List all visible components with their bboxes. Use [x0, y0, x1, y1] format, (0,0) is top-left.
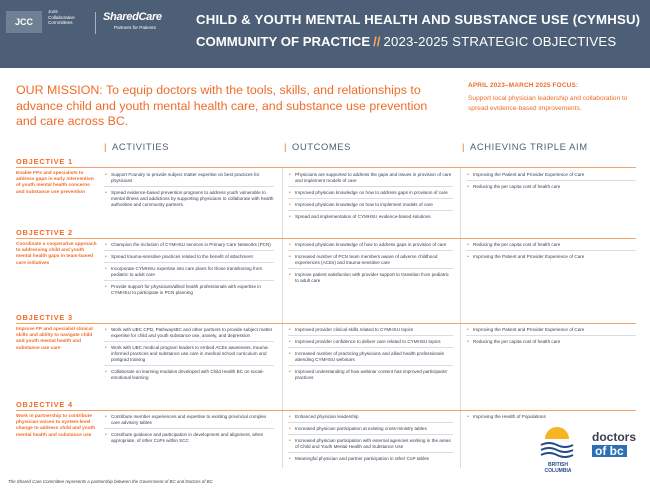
header-banner	[0, 0, 650, 68]
column-header-activities: | ACTIVITIES	[104, 141, 170, 152]
objective-4-activities	[104, 414, 274, 449]
list-item: • Support Foundry to provide subject matter expertise on best practices for physicians	[104, 172, 274, 187]
list-item: • Increased physician participation at existing cross-ministry tables	[288, 426, 453, 435]
objective-3-title: OBJECTIVE 3	[16, 313, 73, 322]
list-item: • Improving the Patient and Provider Experience of Care	[466, 172, 636, 181]
list-item: • Enhanced physician leadership	[288, 414, 453, 423]
subtitle-years: 2023-2025 STRATEGIC OBJECTIVES	[383, 34, 617, 49]
list-item: • Provide support for physicians/allied health professionals with expertise in CYMHSU to participate in PCN planning	[104, 284, 274, 298]
list-item: • Improved understanding of how webinar content has improved participants' practices	[288, 369, 453, 383]
page-title: CHILD & YOUTH MENTAL HEALTH AND SUBSTANCE USE (CYMHSU)	[196, 12, 641, 27]
objective-3-activities	[104, 327, 274, 386]
list-item: • Increased number of PCN team members aware of adverse childhood experiences (ACEs) and trauma-sensitive care	[288, 254, 453, 269]
list-item: • Improved physician knowledge of how to address gaps in provision of care	[288, 242, 453, 251]
list-item: • Contribute guidance and participation in development and alignment, when appropriate, of other CoPs within SCC	[104, 432, 274, 446]
objective-3-aims	[466, 327, 636, 350]
column-divider	[282, 168, 283, 468]
list-item: • Improved physician knowledge on how to address gaps in provision of care	[288, 190, 453, 199]
column-label: ACHIEVING TRIPLE AIM	[470, 141, 588, 152]
column-divider	[460, 168, 461, 468]
list-item: • Increased number of practicing physicians and allied health professionals attending CYMHSU webinars	[288, 351, 453, 366]
objective-4-title: OBJECTIVE 4	[16, 400, 73, 409]
objective-1-description: Enable FPs and specialists to address gaps in early intervention of youth mental health concerns and substance use prevention	[16, 171, 94, 195]
list-item: • Contribute member experiences and expertise to existing provincial complex care advisory tables	[104, 414, 274, 429]
shared-care-tagline: Partners for Patients	[114, 25, 156, 30]
jcc-sub-line: Collaborative	[48, 14, 75, 20]
dob-line-2: of bc	[592, 445, 627, 457]
list-item: • Reducing the per capita cost of health care	[466, 184, 636, 192]
dob-line-1: doctors	[592, 430, 637, 444]
footer-note: The Shared Care Committee represents a partnership between the Government of BC and Doctors of BC	[8, 479, 213, 484]
list-item: • Reducing the per capita cost of health care	[466, 339, 636, 347]
list-item: • Increased physician participation with external agencies working in the areas of Child and Youth Mental Health and Substance Use	[288, 438, 453, 453]
page-subtitle	[196, 34, 616, 49]
list-item: • Champion the inclusion of CYMHSU services in Primary Care Networks (PCN)	[104, 242, 274, 251]
subtitle-separator: //	[373, 34, 381, 49]
objective-3-outcomes	[288, 327, 453, 386]
list-item: • Physicians are supported to address the gaps and issues in provision of care and implement models of care	[288, 172, 453, 187]
mission-statement: OUR MISSION: To equip doctors with the tools, skills, and relationships to advance child and youth mental health care, and substance use prevention and care across BC.	[16, 83, 428, 129]
objective-divider	[16, 410, 636, 411]
objective-1-aims	[466, 172, 636, 195]
list-item: • Improve patient satisfaction with provider support to transition from pediatric to adult care	[288, 272, 453, 286]
list-item: • Spread trauma-sensitive practices related to the benefit of attachment	[104, 254, 274, 263]
objective-1-activities	[104, 172, 274, 213]
column-header-outcomes: | OUTCOMES	[284, 141, 352, 152]
jcc-sub-line: Joint	[48, 9, 58, 14]
objective-1-title: OBJECTIVE 1	[16, 157, 73, 166]
list-item: • Reducing the per capita cost of health care	[466, 242, 636, 251]
objective-divider	[16, 323, 636, 324]
objective-divider	[16, 238, 636, 239]
column-label: OUTCOMES	[292, 141, 352, 152]
list-item: • Collaborate on learning modules developed with Child Health BC on social-emotional learning	[104, 369, 274, 383]
bc-logo-text: BRITISH COLUMBIA	[544, 462, 572, 474]
list-item: • Improving the Patient and Provider Experience of Care	[466, 327, 636, 336]
jcc-sub-line: Committees	[48, 20, 73, 26]
jcc-subtitle	[48, 9, 90, 26]
objective-2-title: OBJECTIVE 2	[16, 228, 73, 237]
objective-2-aims	[466, 242, 636, 265]
objective-2-activities	[104, 242, 274, 301]
objective-2-description: Coordinate a cooperative approach to addressing child and youth mental health gaps in team-based care initiatives	[16, 242, 97, 266]
column-header-triple-aim: | ACHIEVING TRIPLE AIM	[462, 141, 588, 152]
list-item: • Improved physician knowledge on how to implement models of care	[288, 202, 453, 211]
shared-care-logo: SharedCare	[103, 11, 162, 23]
header-divider	[95, 12, 96, 34]
subtitle-bold: COMMUNITY OF PRACTICE	[196, 34, 371, 49]
doctors-of-bc-logo	[592, 431, 636, 457]
list-item: • Meaningful physician and partner participation in other CoP tables	[288, 456, 453, 464]
list-item: • Improving the Patient and Provider Experience of Care	[466, 254, 636, 262]
objective-4-outcomes	[288, 414, 453, 467]
focus-text: Support local physician leadership and collaboration to spread evidence-based improvements.	[468, 95, 628, 113]
focus-title: APRIL 2023–MARCH 2025 FOCUS:	[468, 82, 579, 89]
list-item: • Work with UBC medical program leaders to embed ACEs awareness, trauma-informed practices and substance use care in medical school curriculum and postgrad training	[104, 345, 274, 366]
list-item: • Spread evidence-based prevention programs to address youth vulnerable to mental illness and addictions by supporting physicians to collaborate with health authorities and community partners.	[104, 190, 274, 210]
list-item: • Spread and implementation of CYMHSU evidence-based solutions	[288, 214, 453, 222]
list-item: • Incorporate CYMHSU expertise into care plans for those transitioning from pediatric to adult care	[104, 266, 274, 281]
objective-3-description: Improve FP and specialist clinical skills and ability to navigate child and youth mental health and substance use care	[16, 327, 93, 351]
column-label: ACTIVITIES	[112, 141, 170, 152]
list-item: • Work with UBC CPD, PathwaysBC and other partners to provide subject matter expertise for child and youth substance use, anxiety, and depression	[104, 327, 274, 342]
objective-2-outcomes	[288, 242, 453, 289]
jcc-logo: JCC	[6, 11, 42, 33]
objective-4-description: Work in partnership to contribute physician voices to system-level change to address child and youth mental health and substance use	[16, 414, 96, 438]
list-item: • Improved provider confidence to deliver care related to CYMHSU topics	[288, 339, 453, 348]
list-item: • Improved provider clinical skills related to CYMHSU topics	[288, 327, 453, 336]
objective-1-outcomes	[288, 172, 453, 225]
objective-divider	[16, 167, 636, 168]
list-item: • Improving the Health of Populations	[466, 414, 636, 422]
